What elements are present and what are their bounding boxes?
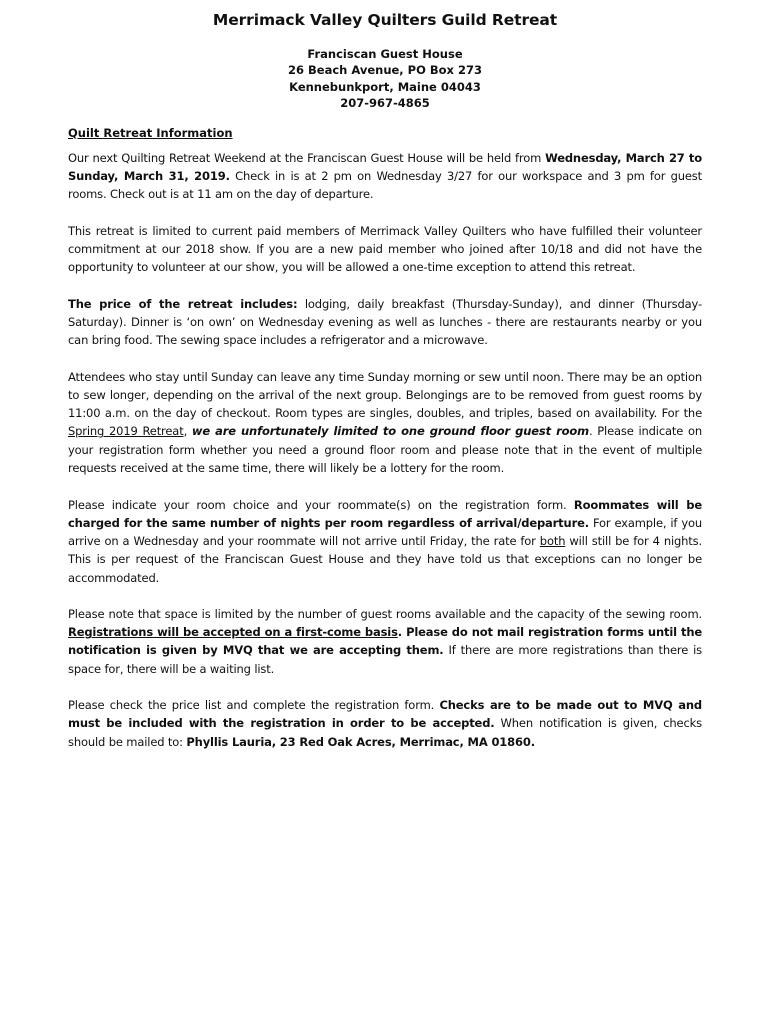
p7-text: Please check the price list and complete the registration form. — [68, 698, 440, 713]
venue-name: Franciscan Guest House — [307, 47, 463, 61]
p5-rest: will still be for 4 nights. This is per request of the Franciscan Guest House and they have told us that exceptions can no longer be accommodated. — [68, 534, 702, 585]
p1-dates: Wednesday, March 27 to Sunday, March 31, 2019. — [68, 151, 702, 184]
paragraph-dates — [68, 149, 702, 204]
p7-mail: When notification is given, checks should be mailed to: — [68, 716, 703, 749]
p6-bold: . Please do not mail registration forms until the notification is given by MVQ that we are accepting them. — [68, 625, 703, 658]
p5-example: For example, if you arrive on a Wednesday and your roommate will not arrive until Friday, the rate for — [68, 515, 702, 549]
p3-label: The price of the retreat includes: — [68, 296, 298, 311]
paragraph-eligibility: This retreat is limited to current paid members of Merrimack Valley Quilters who have fulfilled their volunteer commitment at our 2018 show. If you are a new paid member who joined after 10/18 and did not have the opportunity to volunteer at our show, you will be allowed a one-time exception to attend this retreat. — [68, 223, 702, 275]
p5-bold: Roommates will be charged for the same number of nights per room regardless of arrival/departure. — [68, 497, 702, 530]
p1-text: Our next Quilting Retreat Weekend at the Franciscan Guest House will be held from — [68, 151, 546, 165]
p5-text: Please indicate your room choice and your roommate(s) on the registration form. — [68, 497, 574, 512]
paragraph-space — [68, 605, 702, 678]
p6-text: Please note that space is limited by the number of guest rooms available and the capacity of the sewing room. — [68, 607, 702, 622]
p4-comma: , — [183, 424, 192, 439]
p6-first-come: Registrations will be accepted on a first-come basis — [68, 625, 398, 640]
paragraph-price — [68, 295, 702, 350]
venue-phone: 207-967-4865 — [340, 95, 430, 110]
paragraph-payment — [68, 696, 702, 751]
document-body — [68, 149, 702, 769]
p4-text: Attendees who stay until Sunday can leave any time Sunday morning or sew until noon. There may be an option to sew longer, depending on the arrival of the next group. Belongings are to be removed from guest rooms by 11:00 a.m. on the day of checkout. Room types are singles, doubles, and triples, based on availability. For the — [68, 369, 702, 421]
venue-street: 26 Beach Avenue, PO Box 273 — [288, 63, 482, 78]
p5-both: both — [539, 534, 566, 549]
p4-ground-floor: we are unfortunately limited to one ground floor guest room — [191, 424, 589, 439]
document-title: Merrimack Valley Quilters Guild Retreat — [212, 11, 558, 29]
p3-text: lodging, daily breakfast (Thursday-Sunday), and dinner (Thursday-Saturday). Dinner is ‘on own’ on Wednesday evening as well as lunches - there are restaurants nearby or you can bring food. The sewing space includes a refrigerator and a microwave. — [68, 296, 702, 348]
paragraph-roommates — [68, 496, 702, 587]
p7-checks: Checks are to be made out to MVQ and must be included with the registration in order to be accepted. — [68, 698, 702, 731]
address-block — [0, 46, 770, 111]
p4-retreat-link: Spring 2019 Retreat — [68, 424, 184, 439]
paragraph-rooms — [68, 368, 702, 477]
p7-mail-address: Phyllis Lauria, 23 Red Oak Acres, Merrimac, MA 01860. — [186, 734, 535, 749]
p6-rest: If there are more registrations than there is space for, there will be a waiting list. — [68, 643, 703, 676]
p4-rest: . Please indicate on your registration form whether you need a ground floor room and please note that in the event of multiple requests received at the same time, there will likely be a lottery for the room. — [68, 424, 702, 475]
venue-city: Kennebunkport, Maine 04043 — [289, 79, 481, 94]
p1-checkin: Check in is at 2 pm on Wednesday 3/27 for our workspace and 3 pm for guest rooms. Check out is at 11 am on the day of departure. — [68, 169, 702, 202]
section-heading: Quilt Retreat Information — [68, 126, 233, 140]
